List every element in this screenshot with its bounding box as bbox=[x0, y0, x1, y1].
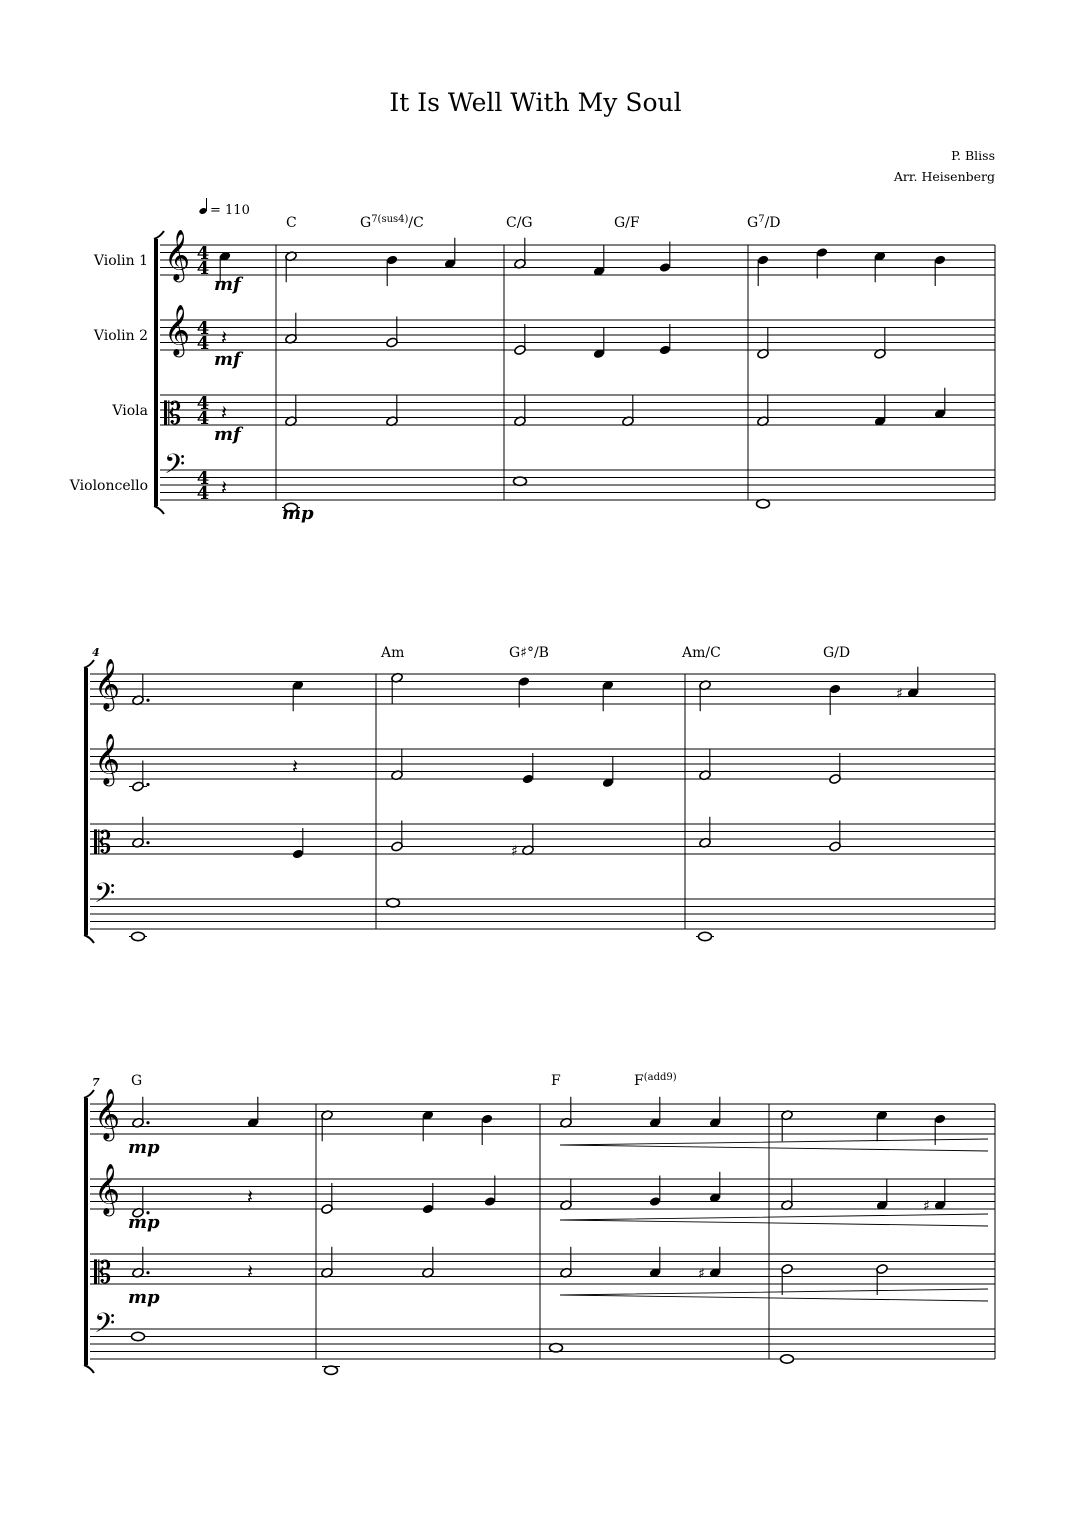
arranger: Arr. Heisenberg bbox=[893, 169, 995, 184]
notehead bbox=[387, 899, 400, 907]
measure-number: 4 bbox=[92, 646, 100, 659]
chord-symbol bbox=[823, 645, 850, 661]
note bbox=[934, 1113, 947, 1145]
note bbox=[829, 821, 842, 853]
staff-violin-1 bbox=[90, 1089, 995, 1142]
note bbox=[386, 317, 399, 349]
bracket-bottom-hook bbox=[84, 1365, 94, 1373]
note bbox=[876, 1110, 889, 1142]
chord-root: G/F bbox=[614, 215, 640, 231]
note bbox=[132, 1097, 150, 1129]
note bbox=[292, 828, 305, 860]
note bbox=[699, 680, 712, 712]
sharp-accidental: ♯ bbox=[511, 843, 518, 860]
note bbox=[422, 1247, 435, 1279]
notehead bbox=[550, 1344, 563, 1352]
chord-symbol bbox=[509, 645, 549, 661]
dynamic-marking: mp bbox=[128, 1137, 160, 1158]
note bbox=[934, 254, 947, 286]
note bbox=[829, 683, 842, 715]
chord-symbol bbox=[634, 1072, 677, 1089]
chord-symbol bbox=[551, 1073, 561, 1089]
sharp-accidental: ♯ bbox=[923, 1198, 930, 1215]
staff-violin-2 bbox=[90, 734, 995, 787]
sharp-accidental: ♯ bbox=[698, 1265, 705, 1282]
note bbox=[709, 1172, 722, 1204]
chord-extension: 7(sus4) bbox=[371, 214, 409, 225]
augmentation-dot bbox=[146, 1121, 149, 1124]
note bbox=[132, 1332, 145, 1340]
score-title: It Is Well With My Soul bbox=[389, 88, 682, 117]
augmentation-dot bbox=[146, 783, 149, 786]
note bbox=[514, 395, 527, 427]
chord-root: F bbox=[634, 1073, 644, 1089]
crescendo-hairpin bbox=[560, 1289, 988, 1301]
chord-root: G bbox=[131, 1073, 143, 1089]
chord-extension: 7 bbox=[758, 214, 765, 225]
note bbox=[514, 238, 527, 270]
treble-clef: 𝄞 bbox=[164, 304, 191, 356]
bracket-top-hook bbox=[154, 231, 164, 239]
chord-root: F bbox=[551, 1073, 561, 1089]
note bbox=[874, 251, 887, 283]
note bbox=[285, 313, 298, 345]
notehead bbox=[514, 477, 527, 485]
alto-clef: 𝄡 bbox=[94, 825, 112, 861]
dynamic-marking: mp bbox=[282, 503, 314, 524]
crescendo-hairpin bbox=[560, 1139, 988, 1151]
treble-clef: 𝄞 bbox=[94, 1163, 121, 1215]
staff-violoncello bbox=[90, 877, 995, 930]
note bbox=[518, 676, 531, 708]
note bbox=[757, 328, 770, 360]
note bbox=[659, 324, 672, 356]
treble-clef: 𝄞 bbox=[164, 229, 191, 281]
note bbox=[522, 753, 535, 785]
staff-violin-2 bbox=[90, 1164, 995, 1217]
staff-viola bbox=[90, 824, 995, 861]
notehead bbox=[325, 1366, 338, 1374]
note bbox=[781, 1355, 794, 1363]
staff-violin-2 bbox=[160, 305, 995, 358]
note bbox=[391, 821, 404, 853]
instrument-name: Violoncello bbox=[69, 478, 148, 494]
system-bracket bbox=[154, 239, 158, 506]
note bbox=[816, 247, 829, 279]
note bbox=[781, 1263, 794, 1295]
note bbox=[829, 753, 842, 785]
note bbox=[757, 500, 770, 508]
note bbox=[514, 324, 527, 356]
note bbox=[709, 1097, 722, 1129]
time-sig-denominator: 4 bbox=[196, 333, 210, 354]
bracket-top-hook bbox=[84, 1090, 94, 1098]
note bbox=[321, 1110, 334, 1142]
time-sig-numerator: 4 bbox=[196, 468, 210, 489]
instrument-name: Viola bbox=[112, 403, 148, 419]
note bbox=[699, 749, 712, 781]
treble-clef: 𝄞 bbox=[94, 733, 121, 785]
note bbox=[247, 1097, 260, 1129]
note bbox=[129, 761, 150, 793]
system-1 bbox=[154, 214, 995, 514]
note bbox=[874, 328, 887, 360]
note bbox=[321, 1183, 334, 1215]
note bbox=[874, 395, 887, 427]
note bbox=[696, 932, 714, 940]
composer: P. Bliss bbox=[951, 148, 995, 163]
note bbox=[285, 395, 298, 427]
staff-viola bbox=[160, 395, 995, 432]
note bbox=[391, 749, 404, 781]
quarter-rest: 𝄽 bbox=[292, 754, 299, 779]
time-sig-denominator: 4 bbox=[196, 408, 210, 429]
note bbox=[602, 680, 615, 712]
chord-symbol bbox=[286, 215, 297, 231]
note bbox=[649, 1097, 662, 1129]
note bbox=[422, 1110, 435, 1142]
note bbox=[699, 817, 712, 849]
staff-violoncello bbox=[160, 448, 995, 501]
treble-clef: 𝄞 bbox=[94, 658, 121, 710]
crescendo-hairpin bbox=[560, 1214, 988, 1226]
notehead bbox=[132, 1332, 145, 1340]
note bbox=[757, 395, 770, 427]
system-2 bbox=[84, 645, 995, 943]
note bbox=[422, 1183, 435, 1215]
note bbox=[387, 899, 400, 907]
chord-root: C bbox=[286, 215, 297, 231]
note bbox=[285, 251, 298, 283]
chord-root: G bbox=[747, 215, 759, 231]
note bbox=[757, 254, 770, 286]
augmentation-dot bbox=[146, 699, 149, 702]
note bbox=[560, 1247, 573, 1279]
note bbox=[649, 1176, 662, 1208]
quarter-rest: 𝄽 bbox=[221, 325, 228, 350]
dynamic-marking: mp bbox=[128, 1212, 160, 1233]
tempo-bpm: = 110 bbox=[210, 203, 250, 218]
note bbox=[132, 817, 150, 849]
quarter-rest: 𝄽 bbox=[221, 400, 228, 425]
bass-clef: 𝄢 bbox=[164, 447, 186, 487]
chord-bass: /D bbox=[764, 215, 781, 231]
time-sig-numerator: 4 bbox=[196, 393, 210, 414]
note bbox=[322, 1366, 340, 1374]
time-sig-denominator: 4 bbox=[196, 483, 210, 504]
alto-clef: 𝄡 bbox=[164, 396, 182, 432]
dynamic-marking: mf bbox=[214, 349, 241, 370]
chord-symbol bbox=[614, 215, 640, 231]
augmentation-dot bbox=[146, 1271, 149, 1274]
note bbox=[781, 1179, 794, 1211]
note bbox=[781, 1110, 794, 1142]
bass-clef: 𝄢 bbox=[94, 876, 116, 916]
time-sig-denominator: 4 bbox=[196, 258, 210, 279]
note bbox=[876, 1179, 889, 1211]
chord-root: G♯°/B bbox=[509, 645, 549, 661]
note bbox=[129, 932, 147, 940]
note bbox=[602, 757, 615, 789]
note bbox=[386, 254, 399, 286]
note bbox=[560, 1097, 573, 1129]
notehead bbox=[699, 932, 712, 940]
dynamic-marking: mp bbox=[128, 1287, 160, 1308]
note bbox=[484, 1176, 497, 1208]
chord-symbol bbox=[506, 215, 533, 231]
note bbox=[550, 1344, 563, 1352]
note bbox=[292, 680, 305, 712]
notehead bbox=[132, 932, 145, 940]
sharp-accidental: ♯ bbox=[896, 685, 903, 702]
note bbox=[132, 1247, 150, 1279]
tempo-marking bbox=[198, 198, 249, 218]
chord-root: Am/C bbox=[682, 645, 721, 661]
staff-violoncello bbox=[90, 1307, 995, 1360]
note bbox=[560, 1179, 573, 1211]
bracket-top-hook bbox=[84, 660, 94, 668]
chord-root: G/D bbox=[823, 645, 851, 661]
note bbox=[132, 674, 150, 706]
chord-extension: (add9) bbox=[643, 1072, 677, 1083]
augmentation-dot bbox=[146, 841, 149, 844]
note bbox=[321, 1247, 334, 1279]
dynamic-marking: mf bbox=[214, 424, 241, 445]
note bbox=[514, 477, 527, 485]
note bbox=[659, 242, 672, 274]
time-sig-numerator: 4 bbox=[196, 243, 210, 264]
alto-clef: 𝄡 bbox=[94, 1255, 112, 1291]
chord-symbol bbox=[360, 214, 424, 231]
note bbox=[593, 328, 606, 360]
staff-viola bbox=[90, 1254, 995, 1291]
note bbox=[481, 1113, 494, 1145]
chord-bass: /C bbox=[408, 215, 424, 231]
chord-root: G bbox=[360, 215, 372, 231]
system-bracket bbox=[84, 668, 88, 935]
chord-symbol bbox=[131, 1073, 142, 1089]
chord-root: Am bbox=[381, 645, 405, 661]
notehead bbox=[781, 1355, 794, 1363]
instrument-name: Violin 1 bbox=[93, 253, 148, 269]
quarter-rest: 𝄽 bbox=[221, 475, 228, 500]
note bbox=[934, 388, 947, 420]
note bbox=[386, 395, 399, 427]
time-sig-numerator: 4 bbox=[196, 318, 210, 339]
note bbox=[622, 395, 635, 427]
chord-symbol bbox=[747, 214, 781, 231]
bracket-bottom-hook bbox=[84, 935, 94, 943]
measure-number: 7 bbox=[92, 1076, 100, 1089]
system-bracket bbox=[84, 1098, 88, 1365]
note bbox=[444, 238, 457, 270]
quarter-rest: 𝄽 bbox=[247, 1184, 254, 1209]
chord-symbol bbox=[681, 645, 721, 661]
instrument-name: Violin 2 bbox=[93, 328, 148, 344]
dynamic-marking: mf bbox=[214, 274, 241, 295]
chord-root: C/G bbox=[506, 215, 533, 231]
staff-violin-1 bbox=[90, 659, 995, 712]
note bbox=[593, 245, 606, 277]
quarter-rest: 𝄽 bbox=[247, 1259, 254, 1284]
bass-clef: 𝄢 bbox=[94, 1306, 116, 1346]
system-3 bbox=[84, 1072, 995, 1374]
note bbox=[391, 672, 404, 704]
notehead bbox=[757, 500, 770, 508]
treble-clef: 𝄞 bbox=[94, 1088, 121, 1140]
note bbox=[649, 1247, 662, 1279]
chord-symbol bbox=[380, 645, 404, 661]
bracket-bottom-hook bbox=[154, 506, 164, 514]
